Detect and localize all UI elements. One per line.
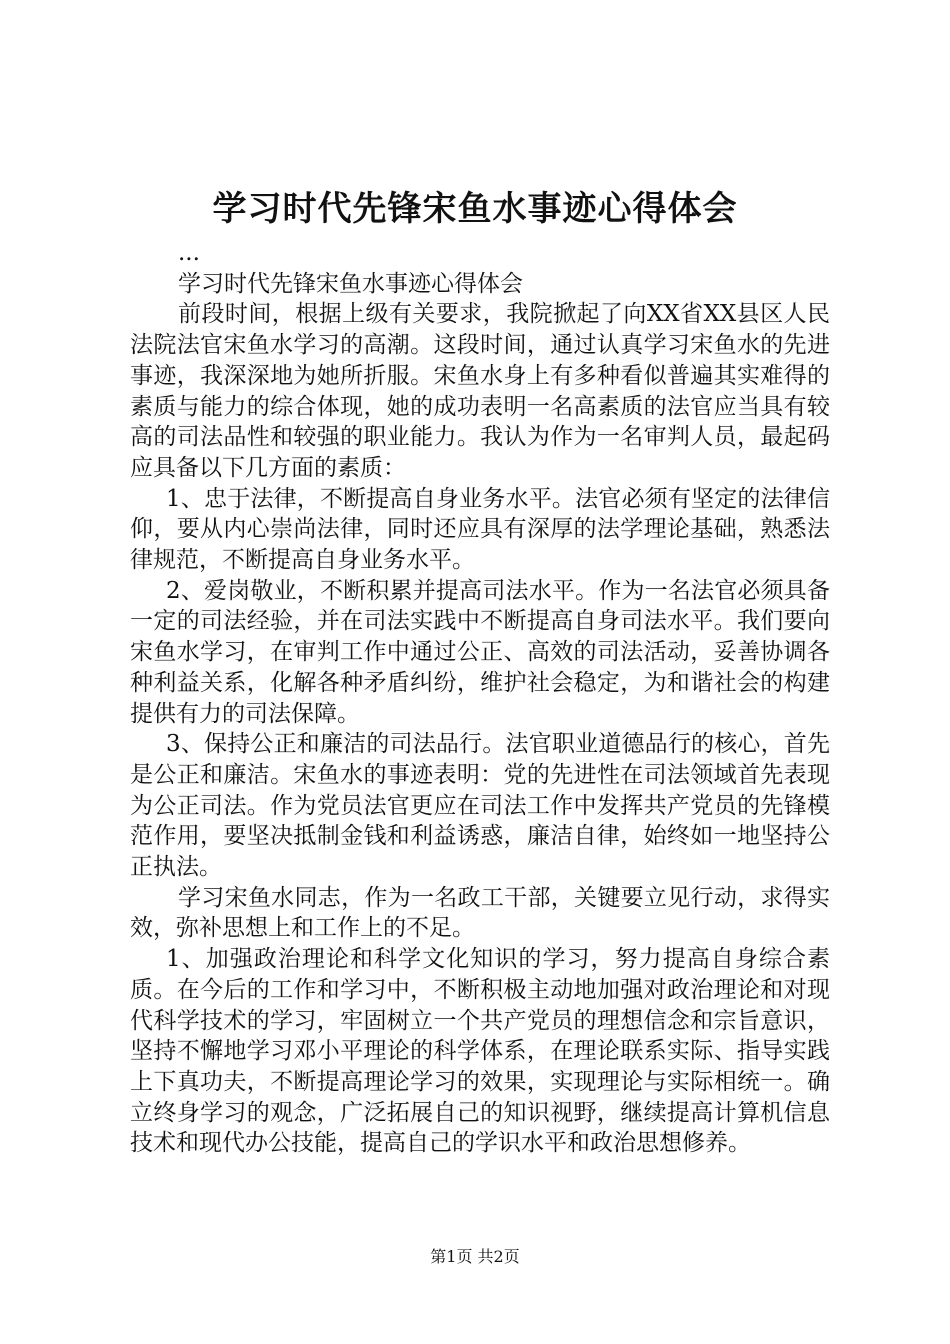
- page-number-footer: 第1页 共2页: [430, 1247, 520, 1266]
- document-subtitle: 学习时代先锋宋鱼水事迹心得体会: [178, 270, 523, 297]
- paragraph-transition: 学习宋鱼水同志，作为一名政工干部，关键要立见行动，求得实效，弥补思想上和工作上的不足。: [130, 884, 830, 942]
- paragraph-point-2: 2、爱岗敬业，不断积累并提高司法水平。作为一名法官必须具备一定的司法经验，并在司法实践中不断提高自身司法水平。我们要向宋鱼水学习，在审判工作中通过公正、高效的司法活动，妥善协调各种利益关系，化解各种矛盾纠纷，维护社会稳定，为和谐社会的构建提供有力的司法保障。: [130, 577, 830, 727]
- ellipsis-line: ...: [178, 240, 200, 266]
- paragraph-point-3: 3、保持公正和廉洁的司法品行。法官职业道德品行的核心，首先是公正和廉洁。宋鱼水的事迹表明：党的先进性在司法领域首先表现为公正司法。作为党员法官更应在司法工作中发挥共产党员的先锋模范作用，要坚决抵制金钱和利益诱惑，廉洁自律，始终如一地坚持公正执法。: [130, 731, 830, 881]
- paragraph-point-1: 1、忠于法律，不断提高自身业务水平。法官必须有坚定的法律信仰，要从内心崇尚法律，同时还应具有深厚的法学理论基础，熟悉法律规范，不断提高自身业务水平。: [130, 485, 830, 574]
- document-title: 学习时代先锋宋鱼水事迹心得体会: [212, 189, 738, 229]
- document-body: [130, 238, 830, 1159]
- paragraph-action-1: 1、加强政治理论和科学文化知识的学习，努力提高自身综合素质。在今后的工作和学习中，不断积极主动地加强对政治理论和对现代科学技术的学习，牢固树立一个共产党员的理想信念和宗旨意识，坚持不懈地学习邓小平理论的科学体系，在理论联系实际、指导实践上下真功夫，不断提高理论学习的效果，实现理论与实际相统一。确立终身学习的观念，广泛拓展自己的知识视野，继续提高计算机信息技术和现代办公技能，提高自己的学识水平和政治思想修养。: [130, 946, 830, 1157]
- paragraph-intro: 前段时间，根据上级有关要求，我院掀起了向XX省XX县区人民法院法官宋鱼水学习的高潮。这段时间，通过认真学习宋鱼水的先进事迹，我深深地为她所折服。宋鱼水身上有多种看似普遍其实难得的素质与能力的综合体现，她的成功表明一名高素质的法官应当具有较高的司法品性和较强的职业能力。我认为作为一名审判人员，最起码应具备以下几方面的素质：: [130, 301, 830, 481]
